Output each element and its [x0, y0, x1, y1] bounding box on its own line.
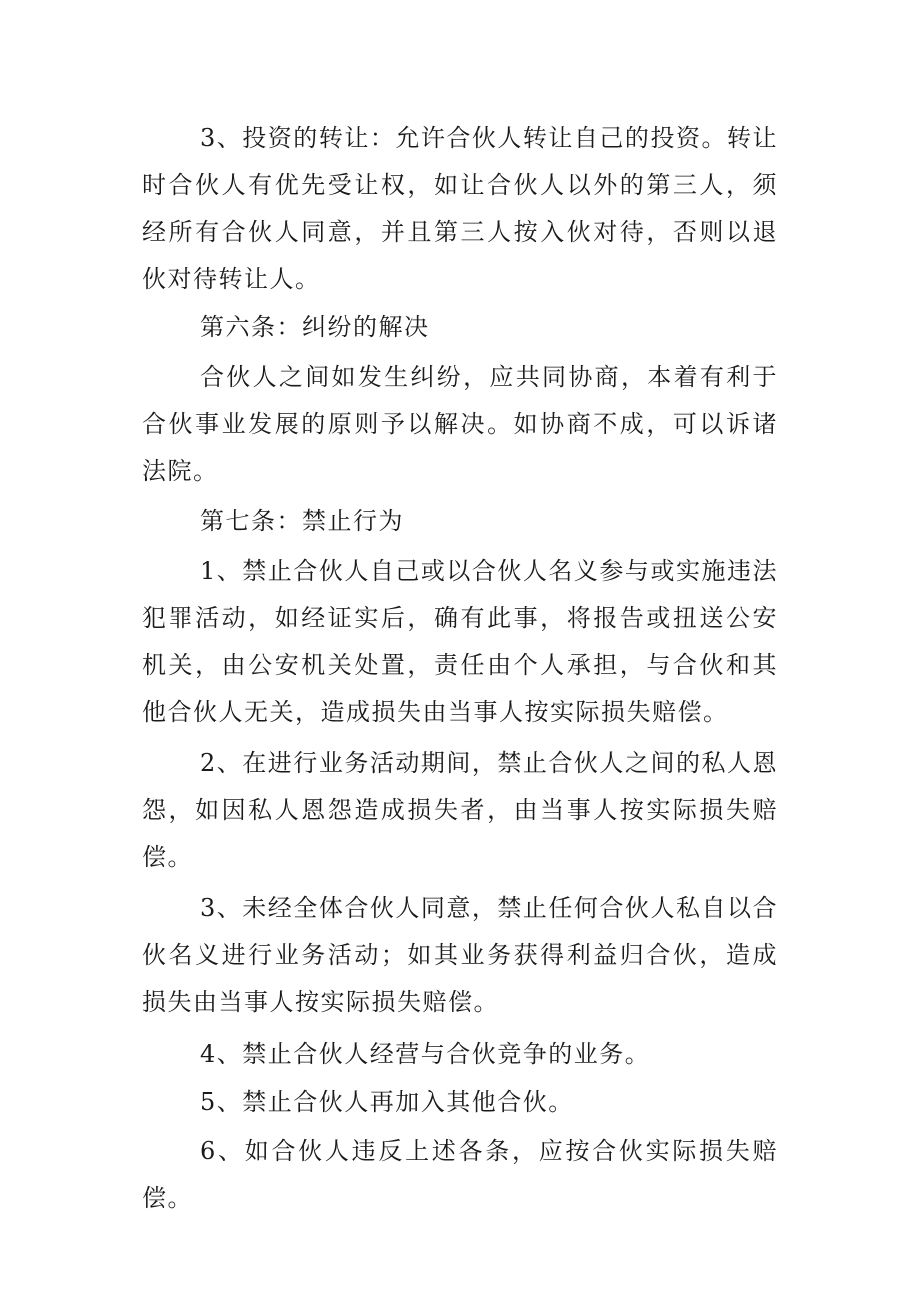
- paragraph-prohibition-1: 1、禁止合伙人自己或以合伙人名义参与或实施违法犯罪活动，如经证实后，确有此事，将报告或扭送公安机关，由公安机关处置，责任由个人承担，与合伙和其他合伙人无关，造成损失由当事人按实际损失赔偿。: [142, 557, 778, 726]
- paragraph-prohibition-6: 6、如合伙人违反上述各条，应按合伙实际损失赔偿。: [142, 1137, 778, 1212]
- paragraph-investment-transfer: 3、投资的转让：允许合伙人转让自己的投资。转让时合伙人有优先受让权，如让合伙人以外的第三人，须经所有合伙人同意，并且第三人按入伙对待，否则以退伙对待转让人。: [142, 124, 778, 293]
- heading-article-seven: 第七条：禁止行为: [200, 507, 404, 535]
- paragraph-prohibition-4: 4、禁止合伙人经营与合伙竞争的业务。: [200, 1040, 651, 1068]
- paragraph-prohibition-3: 3、未经全体合伙人同意，禁止任何合伙人私自以合伙名义进行业务活动；如其业务获得利益归合伙，造成损失由当事人按实际损失赔偿。: [142, 894, 778, 1016]
- paragraph-prohibition-2: 2、在进行业务活动期间，禁止合伙人之间的私人恩怨，如因私人恩怨造成损失者，由当事人按实际损失赔偿。: [142, 749, 778, 871]
- paragraph-dispute-resolution: 合伙人之间如发生纠纷，应共同协商，本着有利于合伙事业发展的原则予以解决。如协商不成，可以诉诸法院。: [142, 363, 778, 485]
- heading-article-six: 第六条：纠纷的解决: [200, 313, 430, 341]
- paragraph-prohibition-5: 5、禁止合伙人再加入其他合伙。: [200, 1088, 574, 1116]
